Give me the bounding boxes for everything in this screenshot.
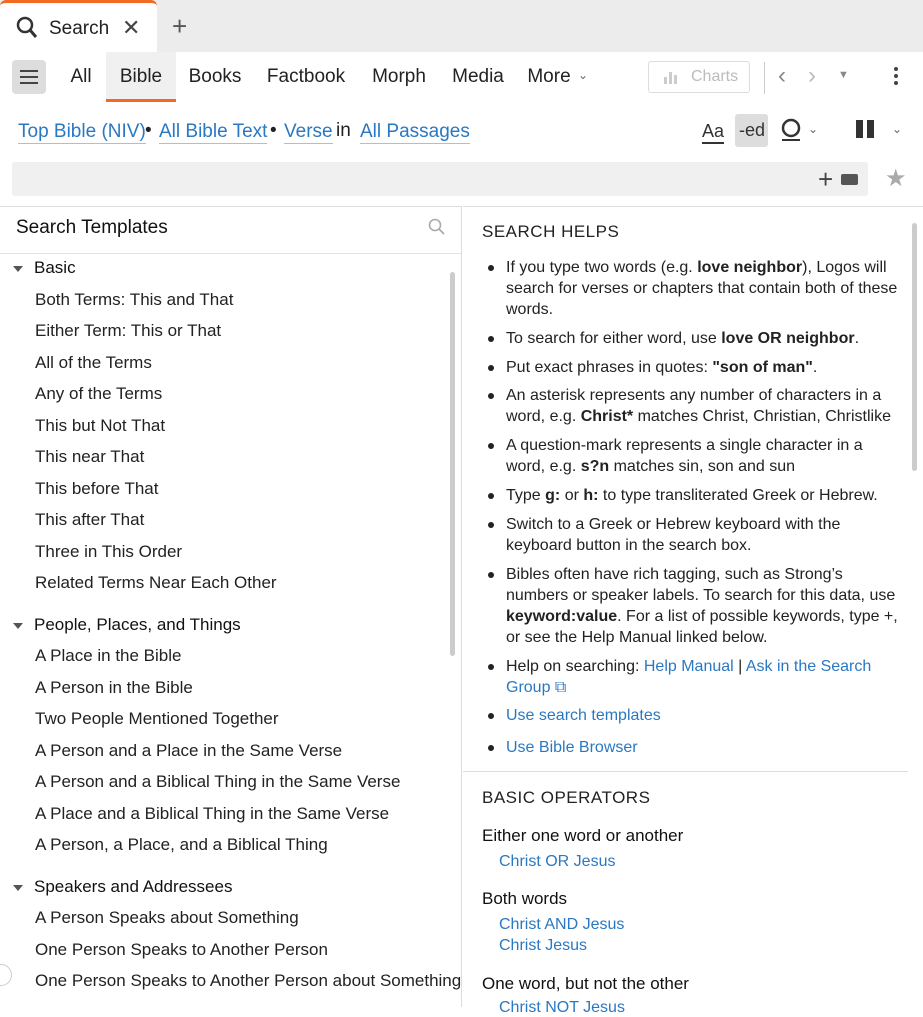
scrollbar[interactable]: [450, 272, 455, 656]
operator-heading: One word, but not the other: [482, 974, 689, 993]
search-templates-link[interactable]: Use search templates: [506, 705, 904, 726]
search-icon[interactable]: [428, 218, 446, 241]
separator-dot: •: [270, 120, 277, 141]
template-item[interactable]: Related Terms Near Each Other: [35, 573, 277, 592]
template-item[interactable]: A Place in the Bible: [35, 646, 182, 665]
match-forms-button[interactable]: -ed: [735, 114, 768, 147]
divider: [0, 253, 461, 254]
tab-all[interactable]: All: [70, 66, 92, 87]
search-group-link[interactable]: Ask in the Search Group: [506, 658, 872, 696]
range-link[interactable]: All Passages: [360, 121, 470, 142]
panel-layout-icon[interactable]: [856, 120, 874, 143]
template-item[interactable]: One Person Speaks to Another Person: [35, 940, 328, 959]
template-item[interactable]: A Person and a Place in the Same Verse: [35, 741, 343, 760]
template-item[interactable]: A Person in the Bible: [35, 678, 193, 697]
chevron-down-icon[interactable]: ⌄: [892, 122, 903, 136]
charts-button[interactable]: [648, 61, 750, 93]
panel-title: Search Templates: [16, 217, 168, 238]
operator-heading: Either one word or another: [482, 826, 684, 845]
in-label: in: [336, 120, 351, 141]
template-item[interactable]: This but Not That: [35, 416, 166, 435]
help-bullet: Put exact phrases in quotes: "son of man".: [506, 357, 904, 378]
template-item[interactable]: All of the Terms: [35, 353, 152, 372]
resource-link[interactable]: Top Bible (NIV): [18, 121, 146, 142]
search-options: [0, 102, 923, 160]
close-icon[interactable]: ✕: [122, 15, 141, 40]
search-templates-panel: [0, 206, 462, 1007]
help-bullet: Switch to a Greek or Hebrew keyboard with the keyboard button in the search box.: [506, 514, 904, 556]
template-item[interactable]: Either Term: This or That: [35, 321, 222, 340]
group-header[interactable]: People, Places, and Things: [34, 615, 241, 634]
new-tab-icon[interactable]: +: [172, 11, 188, 41]
operator-example-link[interactable]: Christ NOT Jesus: [499, 999, 625, 1016]
tab-factbook[interactable]: Factbook: [266, 66, 346, 87]
search-type-bar: [0, 52, 923, 102]
operator-heading: Both words: [482, 889, 568, 908]
sync-icon[interactable]: [780, 118, 802, 147]
collapse-icon[interactable]: [13, 623, 23, 629]
tab-books[interactable]: Books: [188, 66, 242, 87]
operator-example-link[interactable]: Christ Jesus: [499, 937, 588, 954]
bible-browser-link[interactable]: Use Bible Browser: [506, 737, 904, 758]
divider: [764, 62, 765, 94]
search-input[interactable]: [12, 162, 868, 196]
help-manual-link[interactable]: Help Manual: [643, 658, 734, 675]
template-item[interactable]: Both Terms: This and That: [35, 290, 234, 309]
scope-link[interactable]: All Bible Text: [159, 121, 268, 142]
tab-media[interactable]: Media: [452, 66, 504, 87]
operator-example-link[interactable]: Christ OR Jesus: [499, 853, 616, 870]
separator-dot: •: [145, 120, 152, 141]
history-dropdown-icon[interactable]: ▼: [838, 69, 849, 81]
tab-bible[interactable]: Bible: [106, 52, 176, 102]
search-helps-panel: [463, 206, 923, 1016]
template-item[interactable]: A Place and a Biblical Thing in the Same Verse: [35, 804, 390, 823]
external-link-icon: ⧉: [554, 679, 567, 696]
keyboard-icon[interactable]: [841, 174, 858, 185]
collapse-icon[interactable]: [13, 266, 23, 272]
tab-title: Search: [49, 18, 110, 39]
add-icon[interactable]: +: [818, 164, 834, 194]
collapse-icon[interactable]: [13, 885, 23, 891]
template-item[interactable]: A Person and a Biblical Thing in the Same Verse: [35, 772, 401, 791]
tab-search[interactable]: [0, 0, 157, 52]
help-bullet: Help on searching: Help Manual | Ask in the Search Group ⧉: [506, 656, 904, 698]
section-title: SEARCH HELPS: [482, 222, 620, 241]
template-item[interactable]: Two People Mentioned Together: [35, 709, 279, 728]
template-item[interactable]: This near That: [35, 447, 145, 466]
template-item[interactable]: A Person Speaks about Something: [35, 908, 299, 927]
template-item[interactable]: This before That: [35, 479, 159, 498]
back-icon[interactable]: ‹: [778, 62, 786, 89]
template-item[interactable]: Three in This Order: [35, 542, 183, 561]
divider: [463, 771, 908, 772]
help-bullet: An asterisk represents any number of characters in a word, e.g. Christ* matches Christ, Christian, Christlike: [506, 385, 904, 427]
operator-example-link[interactable]: Christ AND Jesus: [499, 916, 625, 933]
scrollbar[interactable]: [912, 223, 917, 471]
template-item[interactable]: A Person, a Place, and a Biblical Thing: [35, 835, 328, 854]
match-case-button[interactable]: Aa: [702, 120, 724, 144]
template-item[interactable]: One Person Speaks to Another Person about Something: [35, 971, 462, 990]
help-bullet: If you type two words (e.g. love neighbor), Logos will search for verses or chapters that contain both of these words.: [506, 257, 904, 320]
chevron-down-icon[interactable]: ⌄: [578, 68, 589, 82]
charts-label: Charts: [691, 68, 739, 85]
search-icon: [16, 16, 38, 45]
help-bullet: Bibles often have rich tagging, such as Strong’s numbers or speaker labels. To search for this data, use keyword:value. For a list of possible keywords, type +, or see the Help Manual linked below.: [506, 564, 904, 648]
help-bullet: Type g: or h: to type transliterated Greek or Hebrew.: [506, 485, 904, 506]
star-icon[interactable]: ★: [885, 165, 907, 192]
template-item[interactable]: Any of the Terms: [35, 384, 163, 403]
tab-morph[interactable]: Morph: [372, 66, 426, 87]
tab-more[interactable]: More: [527, 66, 571, 87]
forward-icon[interactable]: ›: [808, 62, 816, 89]
section-title: BASIC OPERATORS: [482, 788, 651, 807]
bar-chart-icon: [663, 69, 679, 90]
template-item[interactable]: This after That: [35, 510, 145, 529]
chevron-down-icon[interactable]: ⌄: [808, 122, 819, 136]
unit-link[interactable]: Verse: [284, 121, 333, 142]
help-bullet: To search for either word, use love OR neighbor.: [506, 328, 904, 349]
help-bullet: A question-mark represents a single character in a word, e.g. s?n matches sin, son and sun: [506, 435, 904, 477]
menu-button[interactable]: [12, 60, 46, 94]
more-options-icon[interactable]: [894, 64, 898, 88]
group-header[interactable]: Speakers and Addressees: [34, 877, 233, 896]
group-header[interactable]: Basic: [34, 258, 76, 277]
tab-bar: [0, 0, 923, 52]
